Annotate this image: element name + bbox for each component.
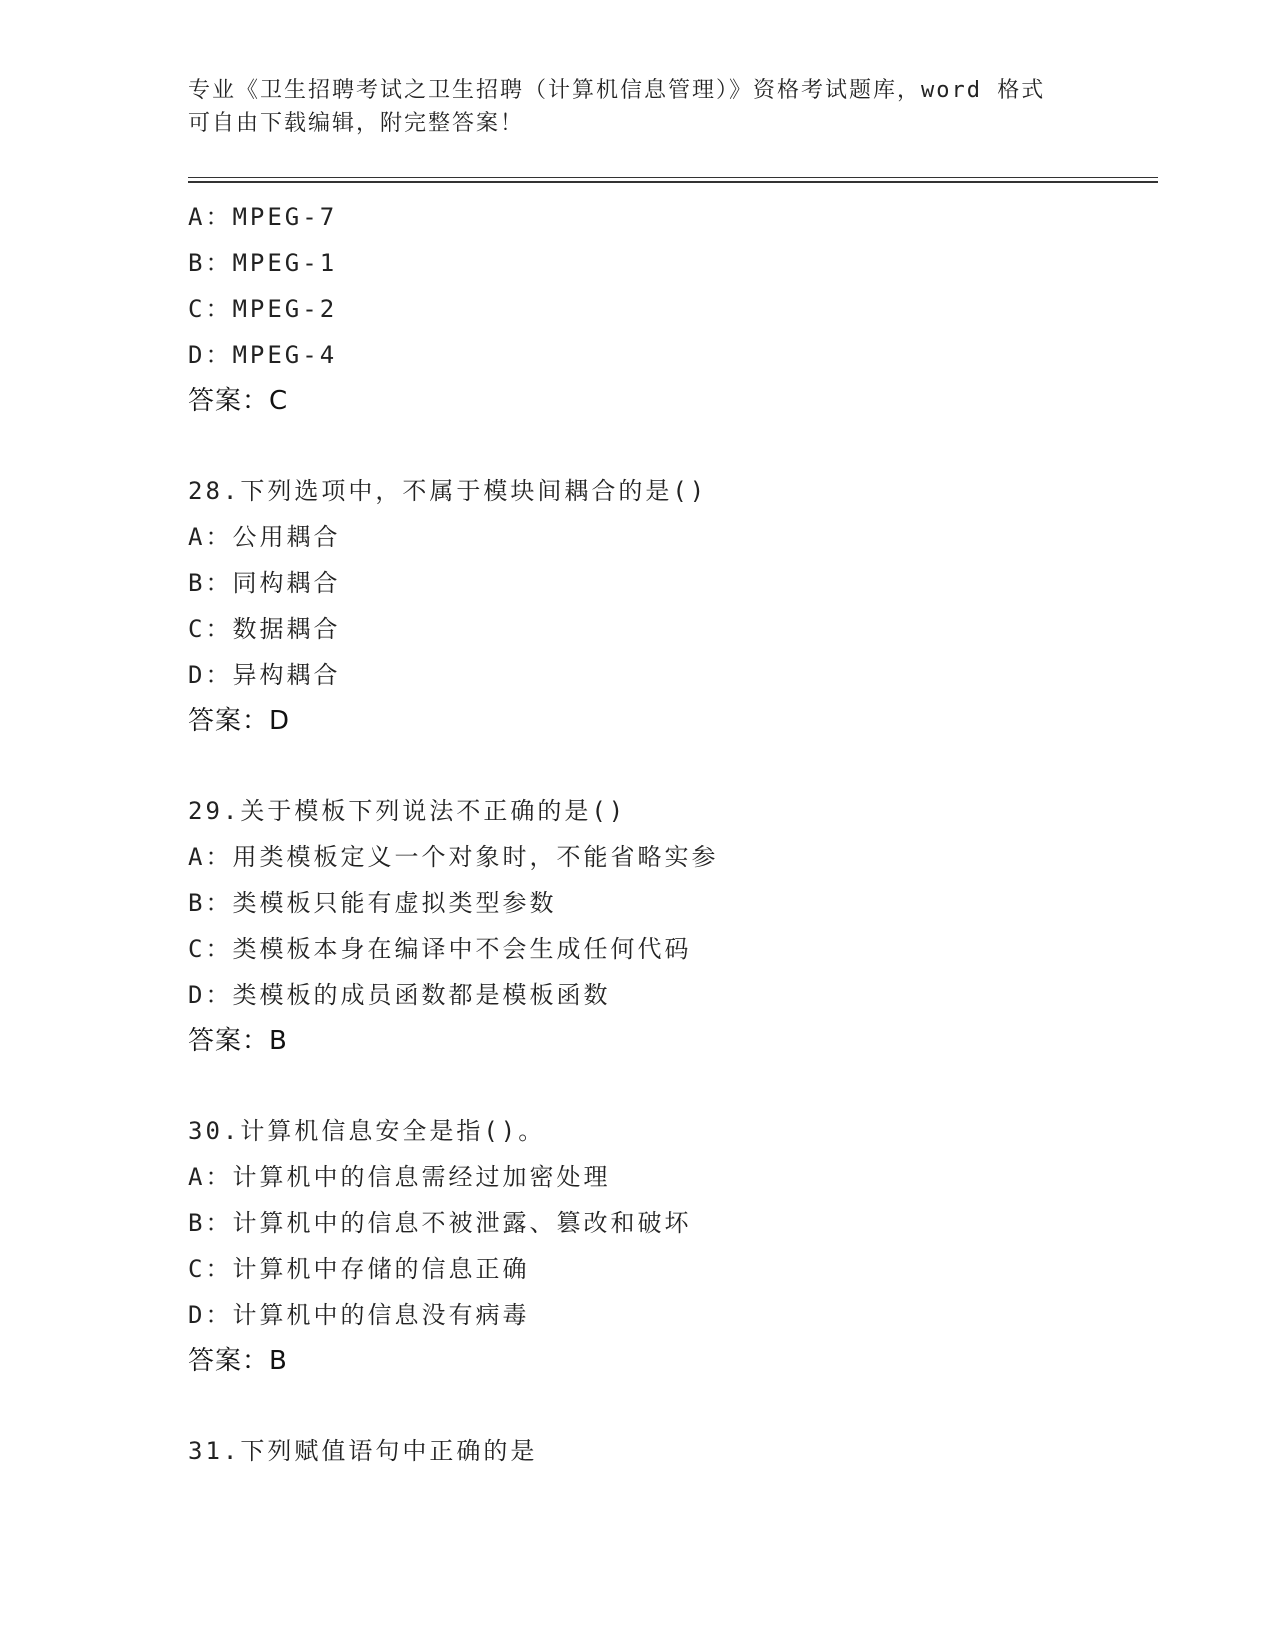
option-c: C：类模板本身在编译中不会生成任何代码 bbox=[188, 935, 692, 963]
document-header bbox=[188, 74, 1088, 140]
question-stem: 28.下列选项中，不属于模块间耦合的是() bbox=[188, 477, 708, 505]
option-c: C：数据耦合 bbox=[188, 615, 341, 643]
question-30 bbox=[188, 1108, 1158, 1384]
option-b: B：计算机中的信息不被泄露、篡改和破坏 bbox=[188, 1209, 692, 1237]
question-28 bbox=[188, 468, 1158, 744]
option-d: D：计算机中的信息没有病毒 bbox=[188, 1301, 530, 1329]
option-a: A：公用耦合 bbox=[188, 523, 341, 551]
question-29 bbox=[188, 788, 1158, 1064]
answer: 答案：D bbox=[188, 706, 291, 736]
header-divider-thick bbox=[188, 181, 1158, 183]
answer: 答案：C bbox=[188, 386, 289, 416]
option-a: A：计算机中的信息需经过加密处理 bbox=[188, 1163, 611, 1191]
question-31 bbox=[188, 1428, 1158, 1474]
option-c: C：计算机中存储的信息正确 bbox=[188, 1255, 530, 1283]
option-b: B：MPEG-1 bbox=[188, 249, 338, 277]
question-stem: 30.计算机信息安全是指()。 bbox=[188, 1117, 546, 1145]
option-c: C：MPEG-2 bbox=[188, 295, 338, 323]
question-list bbox=[188, 194, 1158, 1474]
question-stem: 31.下列赋值语句中正确的是 bbox=[188, 1437, 538, 1465]
option-d: D：类模板的成员函数都是模板函数 bbox=[188, 981, 611, 1009]
header-line-1: 专业《卫生招聘考试之卫生招聘（计算机信息管理）》资格考试题库，word 格式 bbox=[188, 78, 1046, 103]
answer: 答案：B bbox=[188, 1346, 288, 1376]
header-line-2: 可自由下载编辑，附完整答案！ bbox=[188, 111, 525, 136]
header-divider-thin bbox=[188, 177, 1158, 178]
option-a: A：用类模板定义一个对象时，不能省略实参 bbox=[188, 843, 719, 871]
question-27-continued bbox=[188, 194, 1158, 424]
answer: 答案：B bbox=[188, 1026, 288, 1056]
option-d: D：MPEG-4 bbox=[188, 341, 338, 369]
question-stem: 29.关于模板下列说法不正确的是() bbox=[188, 797, 627, 825]
option-d: D：异构耦合 bbox=[188, 661, 341, 689]
option-b: B：同构耦合 bbox=[188, 569, 341, 597]
option-a: A：MPEG-7 bbox=[188, 203, 338, 231]
option-b: B：类模板只能有虚拟类型参数 bbox=[188, 889, 557, 917]
